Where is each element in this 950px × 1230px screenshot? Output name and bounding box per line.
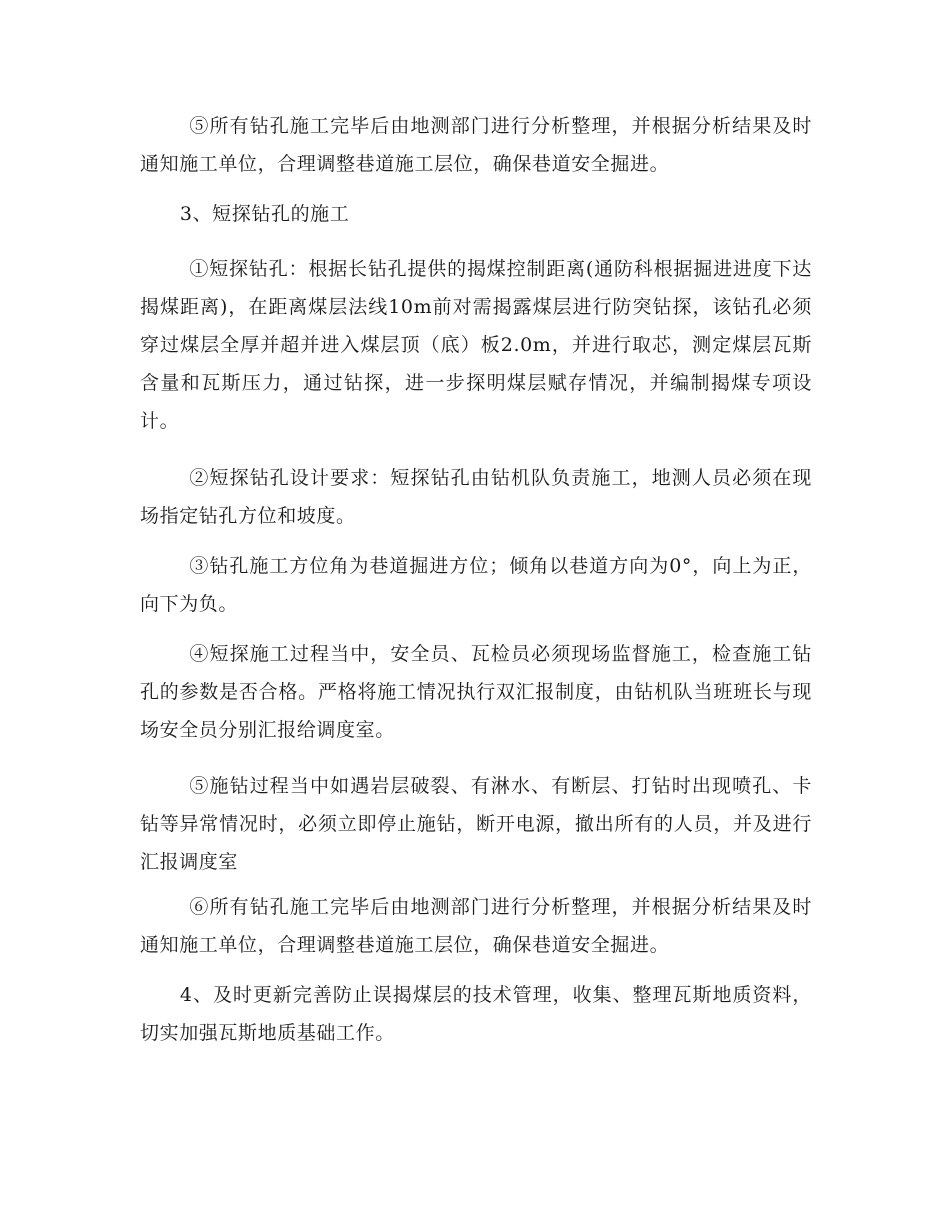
paragraph-abnormal-conditions: ⑤施钻过程当中如遇岩层破裂、有淋水、有断层、打钻时出现喷孔、卡钻等异常情况时，必须立即停止施钻，断开电源，撤出所有的人员，并及进行汇报调度室 bbox=[140, 775, 812, 873]
paragraph-drilling-analysis: ⑤所有钻孔施工完毕后由地测部门进行分析整理，并根据分析结果及时通知施工单位，合理调整巷道施工层位，确保巷道安全掘进。 bbox=[140, 115, 812, 175]
paragraph-supervision: ④短探施工过程当中，安全员、瓦检员必须现场监督施工，检查施工钻孔的参数是否合格。严格将施工情况执行双汇报制度，由钻机队当班班长与现场安全员分别汇报给调度室。 bbox=[140, 643, 812, 741]
paragraph-final-analysis: ⑥所有钻孔施工完毕后由地测部门进行分析整理，并根据分析结果及时通知施工单位，合理调整巷道施工层位，确保巷道安全掘进。 bbox=[140, 896, 812, 956]
section-heading-short-drilling: 3、短探钻孔的施工 bbox=[179, 203, 350, 225]
paragraph-azimuth-angle: ③钻孔施工方位角为巷道掘进方位；倾角以巷道方向为0°，向上为正，向下为负。 bbox=[140, 555, 812, 615]
paragraph-short-drilling: ①短探钻孔：根据长钻孔提供的揭煤控制距离(通防科根据掘进进度下达揭煤距离)，在距离煤层法线10m前对需揭露煤层进行防突钻探，该钻孔必须穿过煤层全厚并超并进入煤层顶（底）板2.0m，并进行取芯，测定煤层瓦斯含量和瓦斯压力，通过钻探，进一步探明煤层赋存情况，并编制揭煤专项设计。 bbox=[140, 258, 812, 432]
paragraph-technical-management: 4、及时更新完善防止误揭煤层的技术管理，收集、整理瓦斯地质资料，切实加强瓦斯地质基础工作。 bbox=[140, 984, 812, 1044]
paragraph-design-requirements: ②短探钻孔设计要求：短探钻孔由钻机队负责施工，地测人员必须在现场指定钻孔方位和坡度。 bbox=[140, 467, 812, 527]
